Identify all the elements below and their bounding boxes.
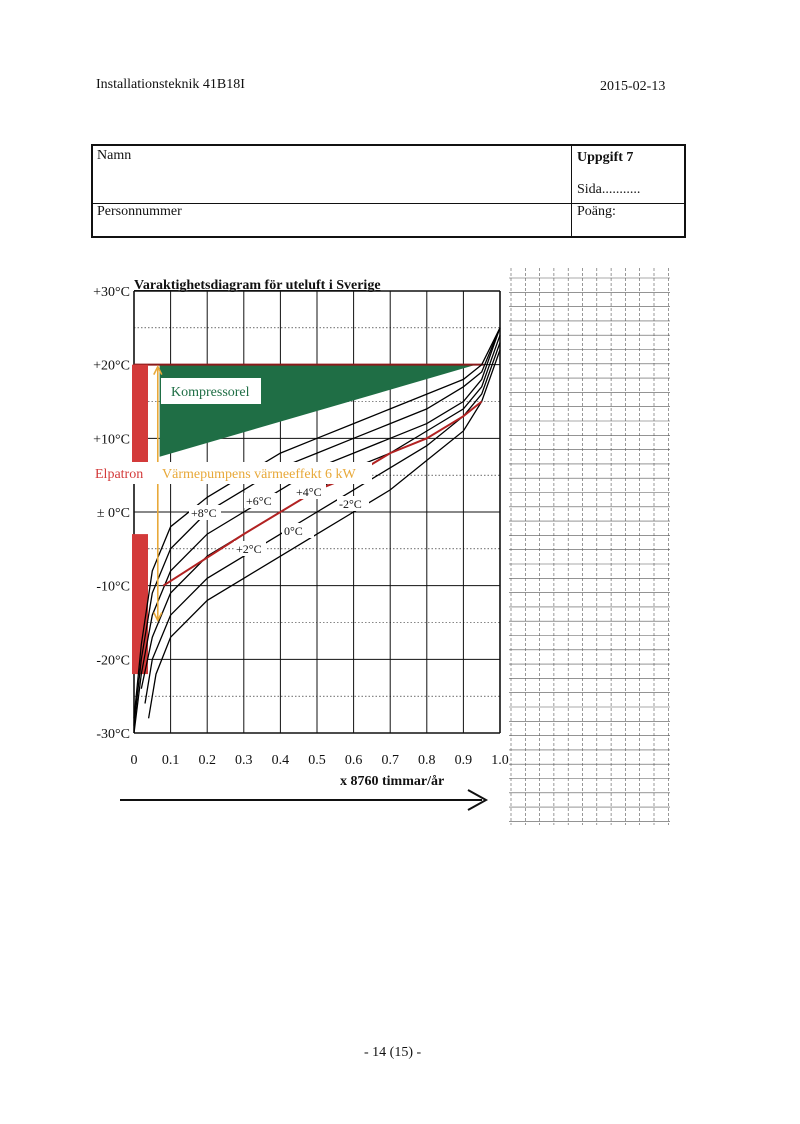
course-code: Installationsteknik 41B18I: [96, 77, 245, 92]
x-tick-label: 0.2: [198, 753, 216, 768]
curve-label: +4°C: [296, 485, 322, 499]
y-tick-label: ± 0°C: [96, 506, 130, 521]
y-tick-label: -30°C: [96, 727, 130, 742]
page-number: - 14 (15) -: [364, 1045, 422, 1060]
curve-label: -2°C: [339, 497, 362, 511]
curve-label: +2°C: [236, 542, 262, 556]
x-tick-label: 0.4: [271, 753, 290, 768]
task-label: Uppgift 7: [577, 150, 634, 165]
curve-label: 0°C: [284, 524, 303, 538]
page-field-label: Sida...........: [577, 182, 641, 197]
x-axis-label: x 8760 timmar/år: [340, 774, 445, 789]
blank-grid-paper: [509, 268, 670, 825]
y-tick-label: -20°C: [96, 653, 130, 669]
y-tick-label: +30°C: [93, 285, 130, 300]
y-tick-label: +10°C: [93, 432, 130, 448]
x-tick-label: 0.3: [235, 753, 253, 768]
x-tick-label: 0.1: [161, 753, 180, 768]
points-label: Poäng:: [577, 204, 616, 219]
heat-pump-power-label: Värmepumpens värmeeffekt 6 kW: [162, 467, 356, 482]
personal-number-label: Personnummer: [97, 204, 182, 219]
x-tick-label: 0.6: [344, 753, 363, 768]
document-date: 2015-02-13: [600, 79, 666, 94]
y-tick-label: -10°C: [96, 579, 130, 595]
name-label: Namn: [97, 148, 132, 163]
curve-label: +6°C: [246, 494, 272, 508]
chart-title: Varaktighetsdiagram för uteluft i Sverige: [134, 278, 381, 293]
y-tick-label: +20°C: [93, 358, 130, 374]
curve-label: +8°C: [191, 506, 217, 520]
compressor-fill-area: [132, 365, 484, 674]
x-tick-label: 0.5: [308, 753, 326, 768]
kompressorel-label: Kompressorel: [171, 385, 250, 400]
x-tick-label: 0.8: [418, 753, 436, 768]
x-tick-label: 0: [130, 753, 138, 768]
elpatron-label: Elpatron: [95, 467, 144, 482]
x-tick-label: 1.0: [491, 753, 509, 768]
x-tick-label: 0.9: [454, 753, 473, 768]
x-tick-label: 0.7: [381, 753, 399, 768]
direction-arrow: [120, 790, 486, 810]
